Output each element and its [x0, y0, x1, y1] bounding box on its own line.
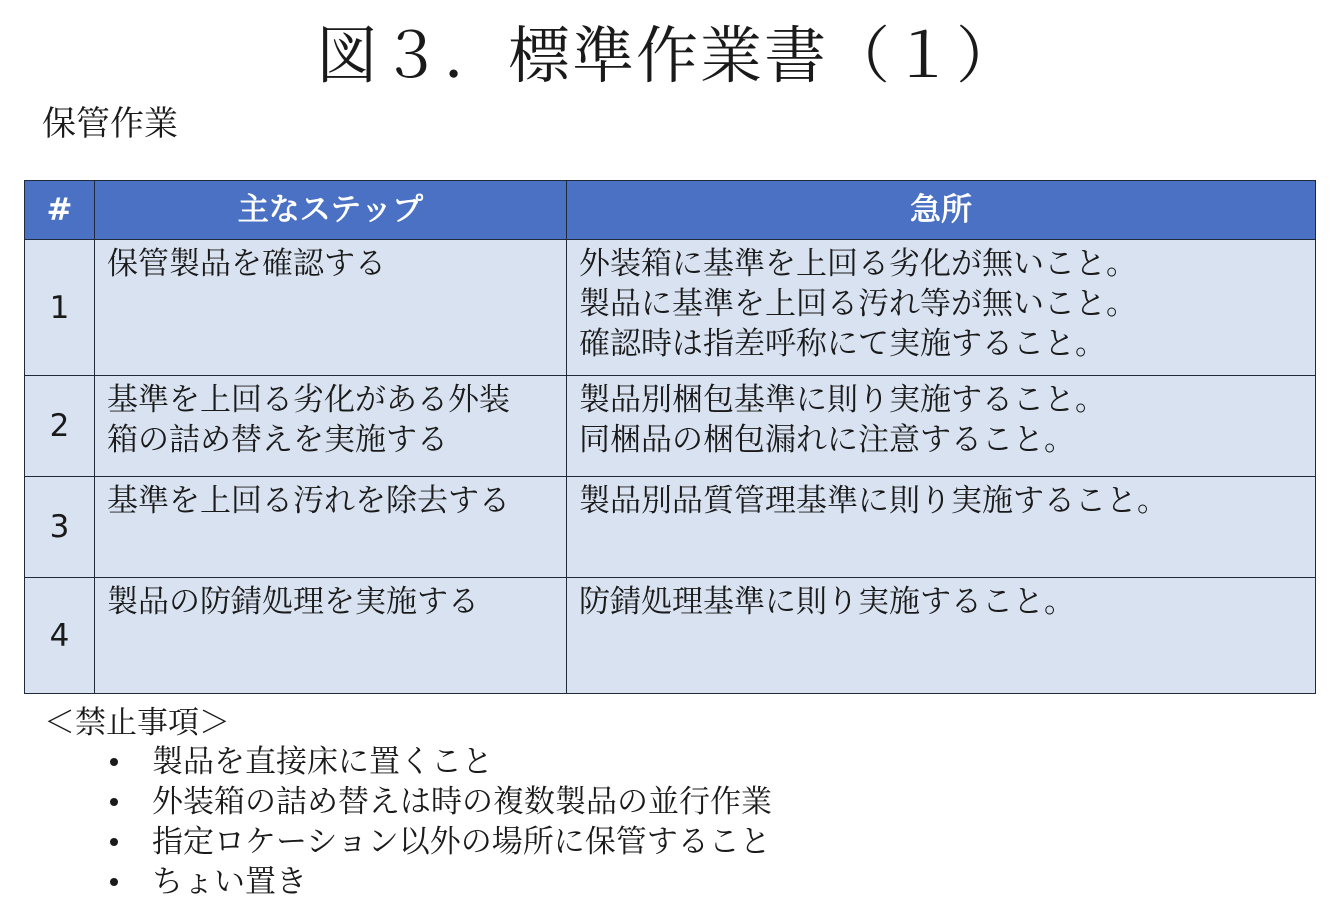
- list-item: [100, 782, 772, 822]
- key-point-cell: [567, 240, 1316, 376]
- row-number: 4: [25, 578, 95, 694]
- list-item: [100, 742, 772, 782]
- list-item-text: 指定ロケーション以外の場所に保管すること: [152, 824, 771, 860]
- bullet-icon: [110, 878, 118, 886]
- step-line: 箱の詰め替えを実施する: [107, 422, 448, 458]
- row-number: 3: [25, 477, 95, 578]
- row-number: 1: [25, 240, 95, 376]
- bullet-icon: [110, 758, 118, 766]
- key-point-line: 外装箱に基準を上回る劣化が無いこと。: [579, 246, 1137, 282]
- header-number: #: [25, 181, 95, 240]
- list-item-text: 製品を直接床に置くこと: [152, 744, 493, 780]
- table-row: [25, 240, 1316, 376]
- key-point-cell: [567, 376, 1316, 477]
- key-point-line: 防錆処理基準に則り実施すること。: [579, 584, 1075, 620]
- step-cell: [95, 376, 567, 477]
- key-point-line: 確認時は指差呼称にて実施すること。: [579, 326, 1106, 362]
- prohibited-heading: ＜禁止事項＞: [44, 705, 230, 741]
- header-key-points: 急所: [567, 181, 1316, 240]
- header-main-step: 主なステップ: [95, 181, 567, 240]
- step-cell: [95, 578, 567, 694]
- key-point-line: 製品に基準を上回る汚れ等が無いこと。: [579, 286, 1137, 322]
- list-item: [100, 822, 772, 862]
- row-number: 2: [25, 376, 95, 477]
- step-line: 保管製品を確認する: [107, 246, 386, 282]
- key-point-cell: [567, 477, 1316, 578]
- step-cell: [95, 477, 567, 578]
- key-point-line: 製品別梱包基準に則り実施すること。: [579, 382, 1106, 418]
- list-item-text: 外装箱の詰め替えは時の複数製品の並行作業: [152, 784, 772, 820]
- standard-work-table: [24, 180, 1316, 694]
- step-line: 製品の防錆処理を実施する: [107, 584, 479, 620]
- table-row: [25, 376, 1316, 477]
- table-row: [25, 578, 1316, 694]
- step-line: 基準を上回る劣化がある外装: [107, 382, 510, 418]
- bullet-icon: [110, 838, 118, 846]
- section-subtitle: 保管作業: [42, 104, 178, 144]
- step-cell: [95, 240, 567, 376]
- list-item: [100, 862, 772, 902]
- table-header-row: [25, 181, 1316, 240]
- key-point-line: 同梱品の梱包漏れに注意すること。: [579, 422, 1075, 458]
- prohibited-list: [100, 742, 772, 902]
- key-point-cell: [567, 578, 1316, 694]
- page-title: 図３．標準作業書（１）: [315, 19, 1020, 92]
- list-item-text: ちょい置き: [152, 864, 307, 900]
- table-row: [25, 477, 1316, 578]
- key-point-line: 製品別品質管理基準に則り実施すること。: [579, 483, 1168, 519]
- step-line: 基準を上回る汚れを除去する: [107, 483, 510, 519]
- bullet-icon: [110, 798, 118, 806]
